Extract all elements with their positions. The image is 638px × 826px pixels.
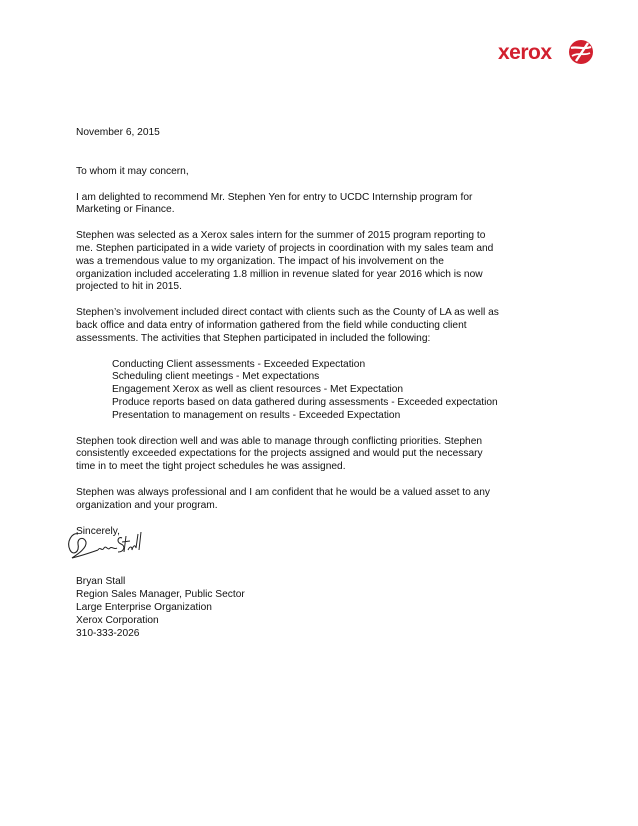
paragraph-1 [76,192,526,218]
text-line: projected to hit in 2015. [76,281,182,293]
paragraph-3 [76,307,526,345]
text-line: back office and data entry of information gathered from the field while conducting client [76,319,467,331]
signer-title: Region Sales Manager, Public Sector [76,589,245,601]
xerox-logo [498,39,598,69]
paragraph-2 [76,230,526,294]
handwritten-signature [64,528,154,562]
salutation: To whom it may concern, [76,165,189,177]
text-line: consistently exceeded expectations for the projects assigned and would put the necessary [76,448,483,460]
signature-block [76,576,526,640]
signer-phone: 310-333-2026 [76,627,140,639]
list-item: Produce reports based on data gathered during assessments - Exceeded expectation [112,396,498,408]
list-item: Engagement Xerox as well as client resources - Met Expectation [112,384,404,396]
closing: Sincerely, [76,525,120,537]
signer-company: Xerox Corporation [76,614,159,626]
paragraph-5 [76,487,526,513]
text-line: Stephen was always professional and I am confident that he would be a valued asset to any [76,486,490,498]
text-line: organization and your program. [76,499,218,511]
xerox-sphere-icon [568,39,594,65]
list-item: Presentation to management on results - Exceeded Expectation [112,409,401,421]
text-line: time in to meet the tight project schedules he was assigned. [76,461,346,473]
logo-wordmark: xerox [498,41,552,64]
letter-body [76,127,526,640]
text-line: organization included accelerating 1.8 million in revenue slated for year 2016 which is now [76,268,483,280]
signer-name: Bryan Stall [76,576,126,588]
text-line: Stephen took direction well and was able to manage through conflicting priorities. Stephen [76,435,483,447]
paragraph-4 [76,436,526,474]
text-line: I am delighted to recommend Mr. Stephen Yen for entry to UCDC Internship program for [76,191,473,203]
text-line: Marketing or Finance. [76,204,175,216]
activities-list [76,359,526,423]
list-item: Conducting Client assessments - Exceeded Expectation [112,358,366,370]
text-line: Stephen was selected as a Xerox sales intern for the summer of 2015 program reporting to [76,230,486,242]
text-line: me. Stephen participated in a wide variety of projects in coordination with my sales team and [76,242,494,254]
letter-date: November 6, 2015 [76,127,160,138]
list-item: Scheduling client meetings - Met expectations [112,371,320,383]
text-line: Stephen’s involvement included direct contact with clients such as the County of LA as well as [76,307,499,319]
text-line: assessments. The activities that Stephen participated in included the following: [76,332,431,344]
text-line: was a tremendous value to my organization. The impact of his involvement on the [76,255,444,267]
signer-org: Large Enterprise Organization [76,601,212,613]
